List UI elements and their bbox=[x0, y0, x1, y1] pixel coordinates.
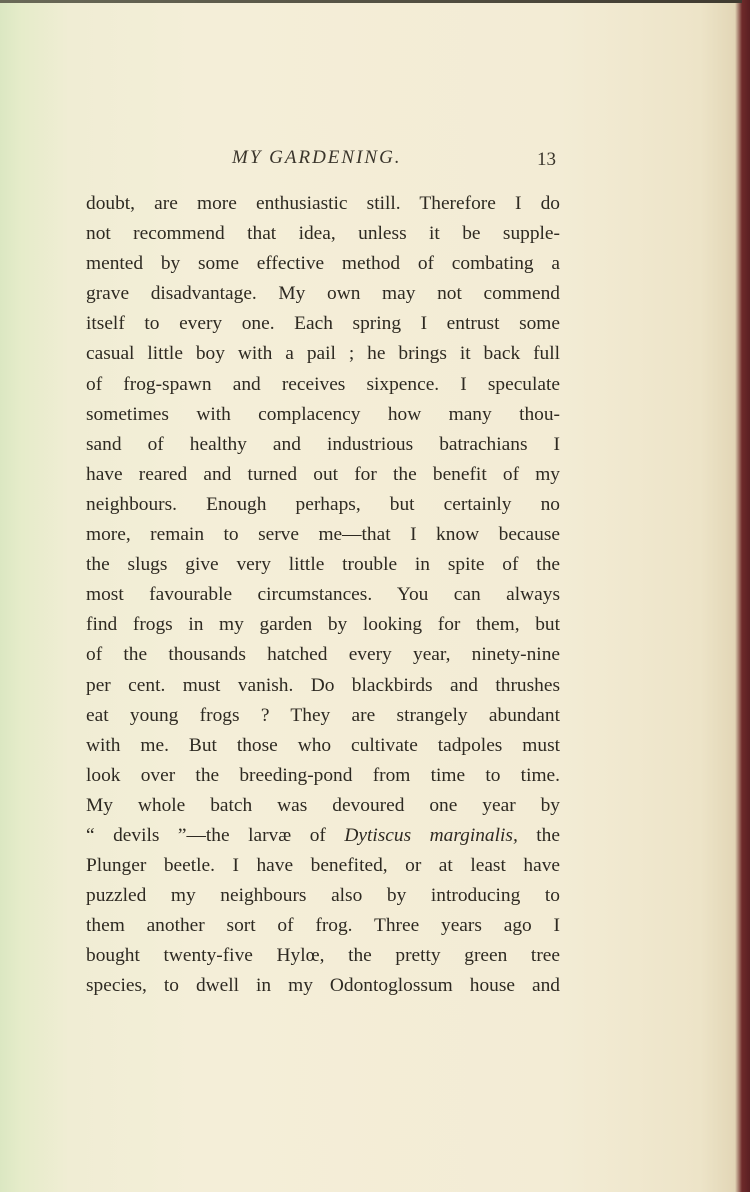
text-line: My whole batch was devoured one year by bbox=[86, 794, 560, 816]
text-line: bought twenty-five Hylœ, the pretty green tree bbox=[86, 945, 560, 967]
text-line: per cent. must vanish. Do blackbirds and thrushes bbox=[86, 674, 560, 696]
text-line: neighbours. Enough perhaps, but certainly no bbox=[86, 493, 560, 515]
text-line: grave disadvantage. My own may not commend bbox=[86, 283, 560, 305]
page-top-edge bbox=[0, 0, 742, 3]
text-line: with me. But those who cultivate tadpoles must bbox=[86, 734, 560, 756]
text-line: sand of healthy and industrious batrachians I bbox=[86, 433, 560, 455]
text-line: the slugs give very little trouble in spite of the bbox=[86, 554, 560, 576]
text-line: itself to every one. Each spring I entrust some bbox=[86, 313, 560, 335]
text-line: them another sort of frog. Three years ago I bbox=[86, 915, 560, 937]
text-line: not recommend that idea, unless it be supple- bbox=[86, 223, 560, 245]
text-line: most favourable circumstances. You can always bbox=[86, 584, 560, 606]
text-line: eat young frogs ? They are strangely abundant bbox=[86, 704, 560, 726]
text-segment: the bbox=[517, 824, 560, 846]
text-line: species, to dwell in my Odontoglossum house and bbox=[86, 975, 560, 997]
text-line: find frogs in my garden by looking for them, but bbox=[86, 614, 560, 636]
body-text bbox=[86, 189, 560, 1002]
text-line: of frog-spawn and receives sixpence. I speculate bbox=[86, 373, 560, 395]
text-line-with-italic bbox=[86, 821, 560, 851]
text-line: Plunger beetle. I have benefited, or at least have bbox=[86, 855, 560, 877]
text-line: sometimes with complacency how many thou- bbox=[86, 403, 560, 425]
text-line: casual little boy with a pail ; he brings it back full bbox=[86, 343, 560, 365]
text-line: look over the breeding-pond from time to time. bbox=[86, 764, 560, 786]
text-line: doubt, are more enthusiastic still. Therefore I do bbox=[86, 193, 560, 214]
text-segment: “ devils ”—the larvæ of bbox=[86, 824, 345, 846]
running-head: MY GARDENING. bbox=[232, 147, 402, 168]
italic-species-name: Dytiscus marginalis, bbox=[344, 824, 518, 846]
text-line: mented by some effective method of combating a bbox=[86, 253, 560, 275]
text-line: have reared and turned out for the benefit of my bbox=[86, 463, 560, 485]
text-line: of the thousands hatched every year, ninety-nine bbox=[86, 644, 560, 666]
page-number: 13 bbox=[537, 149, 556, 170]
text-line: puzzled my neighbours also by introducing to bbox=[86, 885, 560, 907]
page-header bbox=[0, 147, 750, 175]
text-line: more, remain to serve me—that I know because bbox=[86, 524, 560, 546]
